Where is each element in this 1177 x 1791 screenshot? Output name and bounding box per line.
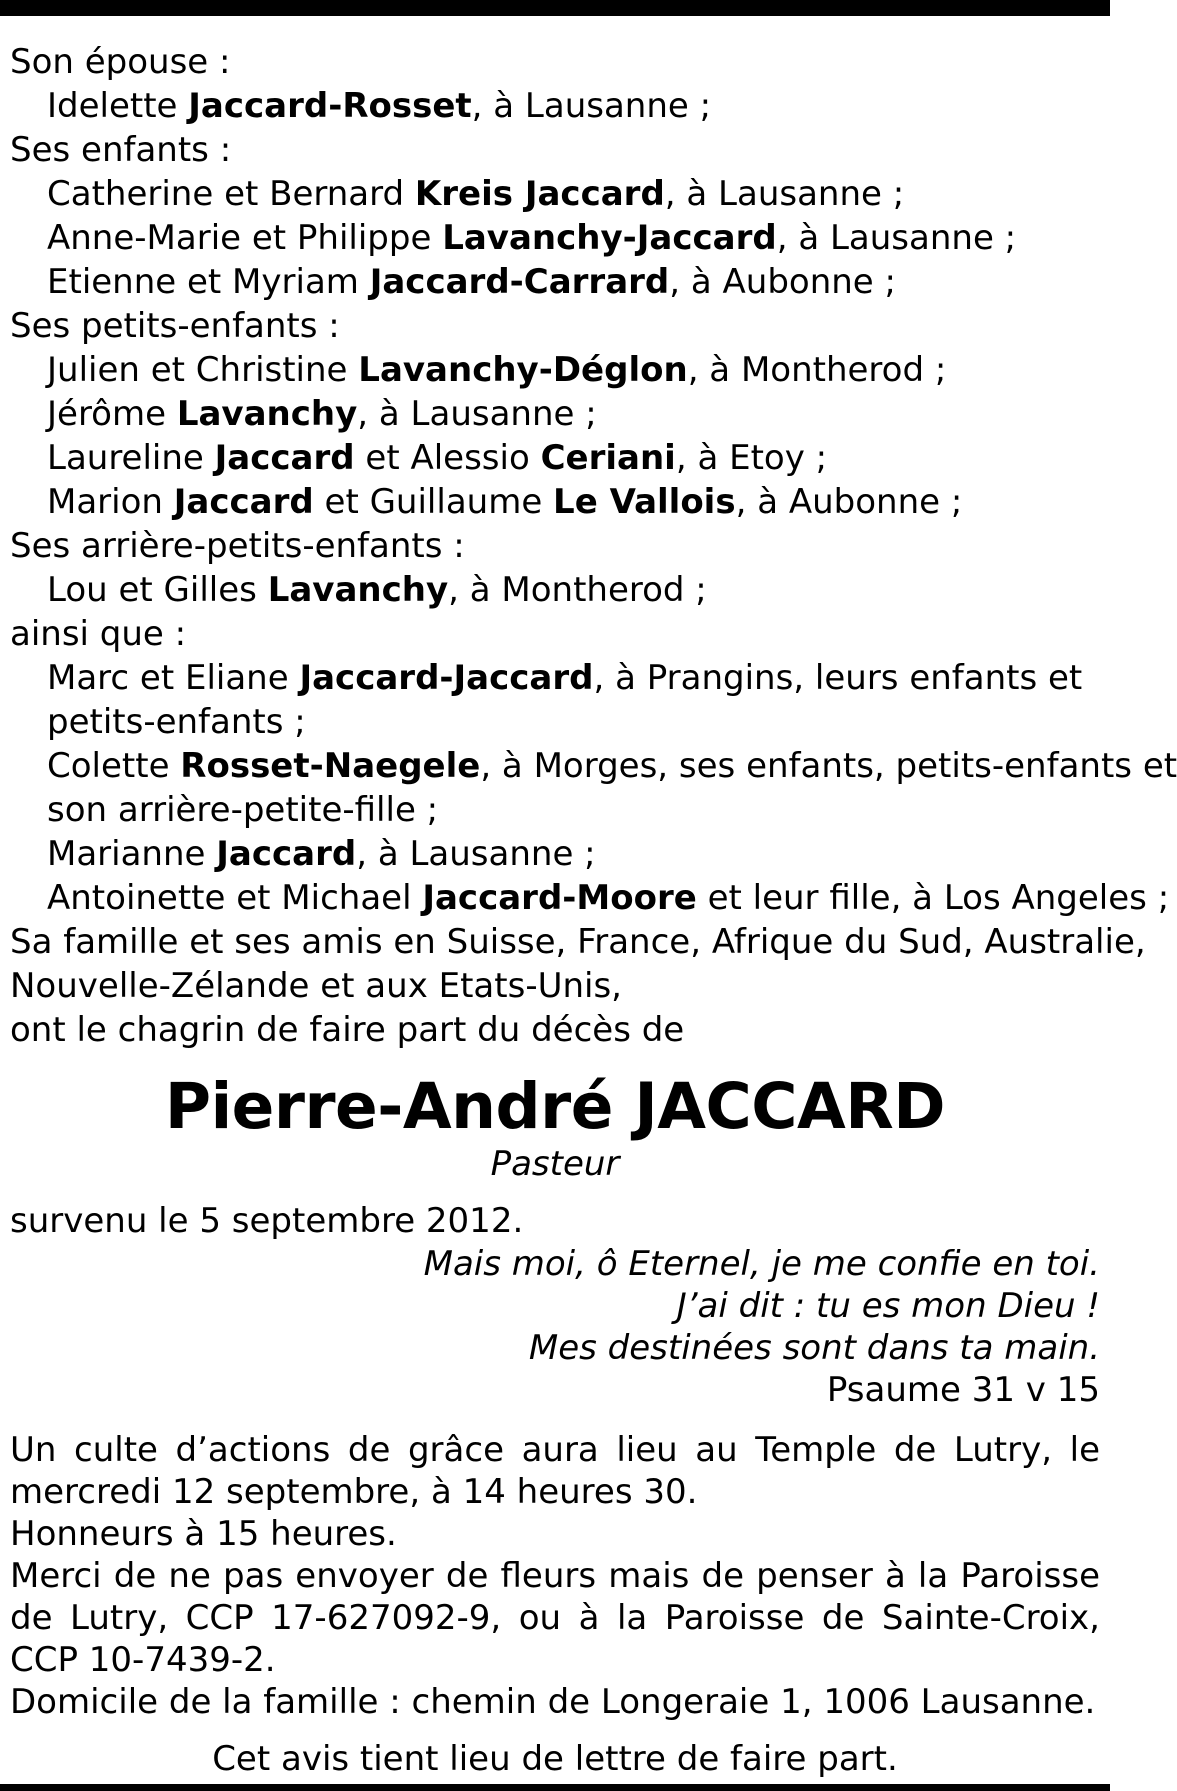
death-date: survenu le 5 septembre 2012. xyxy=(10,1201,524,1241)
family-text: et leur fille, à Los Angeles ; xyxy=(696,878,1170,918)
family-text: Colette xyxy=(47,746,181,786)
obituary-notice xyxy=(10,40,1177,1781)
psalm-verse xyxy=(10,1243,1100,1411)
family-text: Nouvelle-Zélande et aux Etats-Unis, xyxy=(10,966,622,1006)
family-member-line xyxy=(10,876,1170,920)
family-text: ainsi que : xyxy=(10,614,187,654)
family-surname: Jaccard-Carrard xyxy=(369,262,670,302)
family-member-line xyxy=(10,392,1100,436)
family-text: , à Lausanne ; xyxy=(356,834,596,874)
verse-line-3: Mes destinées sont dans ta main. xyxy=(528,1328,1100,1368)
family-text: Marc et Eliane xyxy=(47,658,300,698)
verse-line-2: J’ai dit : tu es mon Dieu ! xyxy=(676,1286,1100,1326)
family-text: Catherine et Bernard xyxy=(47,174,415,214)
family-text: Julien et Christine xyxy=(47,350,359,390)
service-details xyxy=(10,1429,1100,1723)
family-surname: Lavanchy xyxy=(267,570,449,610)
family-text: , à Aubonne ; xyxy=(669,262,896,302)
family-surname: Lavanchy-Jaccard xyxy=(442,218,777,258)
family-surname: Jaccard xyxy=(173,482,314,522)
family-text: , à Morges, ses enfants, petits-enfants et xyxy=(480,746,1177,786)
family-surname: Jaccard-Rosset xyxy=(188,86,472,126)
family-text: petits-enfants ; xyxy=(47,702,306,742)
deceased-name: Pierre-André JACCARD xyxy=(164,1070,946,1143)
family-group-heading xyxy=(10,304,1100,348)
deceased-title: Pasteur xyxy=(490,1144,620,1184)
family-text: , à Etoy ; xyxy=(675,438,828,478)
family-text: Ses arrière-petits-enfants : xyxy=(10,526,465,566)
family-text: Marianne xyxy=(47,834,217,874)
family-surname: Jaccard-Jaccard xyxy=(299,658,594,698)
family-text: Marion xyxy=(47,482,174,522)
family-member-line xyxy=(10,84,1100,128)
family-text: Anne-Marie et Philippe xyxy=(47,218,443,258)
family-group-heading xyxy=(10,612,1100,656)
family-text: Antoinette et Michael xyxy=(47,878,423,918)
family-group-heading xyxy=(10,524,1100,568)
family-text: et Alessio xyxy=(354,438,541,478)
service-honneurs: Honneurs à 15 heures. xyxy=(10,1514,397,1554)
family-surname: Jaccard xyxy=(216,834,357,874)
family-group-heading xyxy=(10,964,1100,1008)
family-text: Ses enfants : xyxy=(10,130,232,170)
family-text: , à Aubonne ; xyxy=(735,482,963,522)
family-text: Etienne et Myriam xyxy=(47,262,370,302)
family-text: Sa famille et ses amis en Suisse, France, Afrique du Sud, Australie, xyxy=(10,922,1146,962)
family-text: , à Lausanne ; xyxy=(664,174,905,214)
family-text: , à Montherod ; xyxy=(448,570,707,610)
family-list xyxy=(10,40,1177,1052)
family-text: , à Lausanne ; xyxy=(471,86,712,126)
family-text: Jérôme xyxy=(47,394,177,434)
family-group-heading xyxy=(10,920,1146,964)
family-member-line xyxy=(10,260,1100,304)
family-text: , à Montherod ; xyxy=(687,350,947,390)
family-text: Idelette xyxy=(47,86,189,126)
family-surname: Ceriani xyxy=(540,438,676,478)
family-text: son arrière-petite-fille ; xyxy=(47,790,439,830)
family-surname: Lavanchy xyxy=(176,394,358,434)
family-text: ont le chagrin de faire part du décès de xyxy=(10,1010,685,1050)
family-text: , à Lausanne ; xyxy=(357,394,597,434)
family-member-line xyxy=(10,348,1100,392)
family-text: Son épouse : xyxy=(10,42,231,82)
family-text: , à Prangins, leurs enfants et xyxy=(593,658,1083,698)
family-group-heading xyxy=(10,40,1100,84)
family-surname: Jaccard xyxy=(214,438,355,478)
family-member-line xyxy=(10,832,1100,876)
family-member-line xyxy=(10,788,1100,832)
family-group-heading xyxy=(10,1008,1100,1052)
closing-note: Cet avis tient lieu de lettre de faire part. xyxy=(212,1739,898,1779)
verse-line-1: Mais moi, ô Eternel, je me confie en toi. xyxy=(423,1244,1100,1284)
family-member-line xyxy=(10,568,1100,612)
top-border-rule xyxy=(0,0,1110,16)
family-member-line xyxy=(10,172,1100,216)
family-member-line xyxy=(10,656,1100,700)
family-text: , à Lausanne ; xyxy=(776,218,1017,258)
family-surname: Kreis Jaccard xyxy=(414,174,665,214)
family-group-heading xyxy=(10,128,1100,172)
family-member-line xyxy=(10,744,1177,788)
service-fleurs: Merci de ne pas envoyer de fleurs mais de penser à la Paroisse de Lutry, CCP 17-627092-9, ou à la Paroisse de Sainte-Croix, CCP 10-7439-2. xyxy=(10,1556,1100,1680)
family-text: Lou et Gilles xyxy=(47,570,268,610)
family-surname: Lavanchy-Déglon xyxy=(358,350,688,390)
service-culte: Un culte d’actions de grâce aura lieu au Temple de Lutry, le mercredi 12 septembre, à 14 heures 30. xyxy=(10,1430,1100,1512)
bottom-border-rule xyxy=(0,1784,1110,1791)
family-surname: Le Vallois xyxy=(553,482,736,522)
family-text: Laureline xyxy=(47,438,215,478)
family-member-line xyxy=(10,480,1100,524)
family-surname: Jaccard-Moore xyxy=(422,878,697,918)
family-member-line xyxy=(10,700,1100,744)
family-text: Ses petits-enfants : xyxy=(10,306,340,346)
family-address: Domicile de la famille : chemin de Longeraie 1, 1006 Lausanne. xyxy=(10,1682,1096,1722)
family-surname: Rosset-Naegele xyxy=(180,746,481,786)
family-member-line xyxy=(10,216,1100,260)
family-text: et Guillaume xyxy=(313,482,554,522)
family-member-line xyxy=(10,436,1100,480)
verse-reference: Psaume 31 v 15 xyxy=(826,1370,1100,1410)
